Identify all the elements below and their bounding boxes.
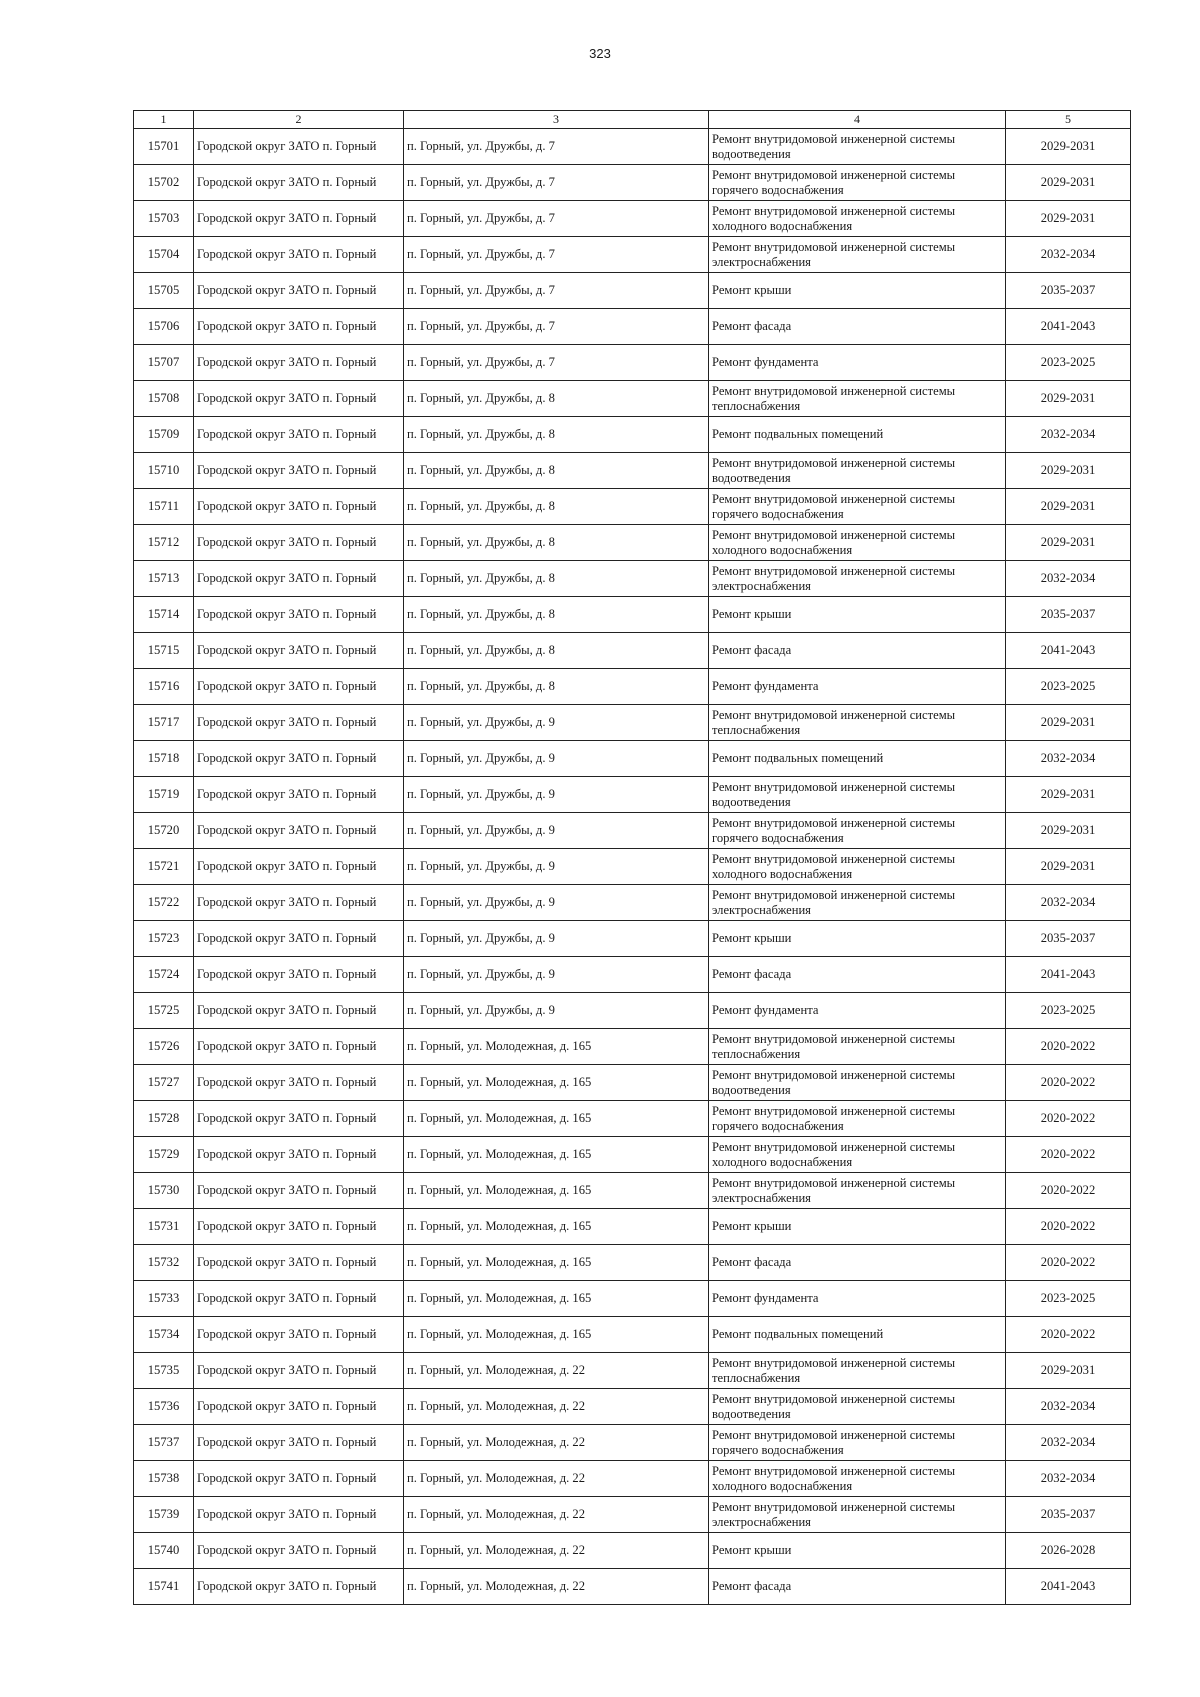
address-cell: п. Горный, ул. Молодежная, д. 165: [404, 1137, 709, 1173]
row-number-cell: 15708: [134, 381, 194, 417]
row-number-cell: 15729: [134, 1137, 194, 1173]
row-number-cell: 15702: [134, 165, 194, 201]
address-cell: п. Горный, ул. Дружбы, д. 9: [404, 957, 709, 993]
table-row: [134, 1173, 1131, 1209]
table-row: [134, 1029, 1131, 1065]
address-cell: п. Горный, ул. Молодежная, д. 22: [404, 1497, 709, 1533]
period-cell: 2029-2031: [1006, 165, 1131, 201]
table-row: [134, 165, 1131, 201]
address-cell: п. Горный, ул. Дружбы, д. 8: [404, 561, 709, 597]
period-cell: 2023-2025: [1006, 993, 1131, 1029]
address-cell: п. Горный, ул. Дружбы, д. 9: [404, 921, 709, 957]
period-cell: 2020-2022: [1006, 1137, 1131, 1173]
municipality-cell: Городской округ ЗАТО п. Горный: [194, 1101, 404, 1137]
table-row: [134, 237, 1131, 273]
row-number-cell: 15738: [134, 1461, 194, 1497]
period-cell: 2023-2025: [1006, 1281, 1131, 1317]
municipality-cell: Городской округ ЗАТО п. Горный: [194, 165, 404, 201]
row-number-cell: 15710: [134, 453, 194, 489]
row-number-cell: 15723: [134, 921, 194, 957]
address-cell: п. Горный, ул. Молодежная, д. 22: [404, 1425, 709, 1461]
work-type-cell: Ремонт внутридомовой инженерной системы холодного водоснабжения: [709, 201, 1006, 237]
period-cell: 2023-2025: [1006, 345, 1131, 381]
municipality-cell: Городской округ ЗАТО п. Горный: [194, 705, 404, 741]
municipality-cell: Городской округ ЗАТО п. Горный: [194, 345, 404, 381]
municipality-cell: Городской округ ЗАТО п. Горный: [194, 993, 404, 1029]
row-number-cell: 15705: [134, 273, 194, 309]
row-number-cell: 15734: [134, 1317, 194, 1353]
municipality-cell: Городской округ ЗАТО п. Горный: [194, 885, 404, 921]
work-type-cell: Ремонт крыши: [709, 921, 1006, 957]
work-type-cell: Ремонт фундамента: [709, 993, 1006, 1029]
work-type-cell: Ремонт подвальных помещений: [709, 741, 1006, 777]
address-cell: п. Горный, ул. Дружбы, д. 7: [404, 201, 709, 237]
work-type-cell: Ремонт подвальных помещений: [709, 1317, 1006, 1353]
address-cell: п. Горный, ул. Молодежная, д. 165: [404, 1281, 709, 1317]
address-cell: п. Горный, ул. Дружбы, д. 8: [404, 453, 709, 489]
work-type-cell: Ремонт крыши: [709, 1533, 1006, 1569]
row-number-cell: 15732: [134, 1245, 194, 1281]
table-row: [134, 417, 1131, 453]
address-cell: п. Горный, ул. Дружбы, д. 9: [404, 813, 709, 849]
address-cell: п. Горный, ул. Молодежная, д. 165: [404, 1173, 709, 1209]
municipality-cell: Городской округ ЗАТО п. Горный: [194, 273, 404, 309]
address-cell: п. Горный, ул. Дружбы, д. 9: [404, 849, 709, 885]
table-row: [134, 129, 1131, 165]
table-row: [134, 705, 1131, 741]
period-cell: 2032-2034: [1006, 885, 1131, 921]
row-number-cell: 15731: [134, 1209, 194, 1245]
table-row: [134, 849, 1131, 885]
municipality-cell: Городской округ ЗАТО п. Горный: [194, 921, 404, 957]
table-body: [134, 129, 1131, 1605]
municipality-cell: Городской округ ЗАТО п. Горный: [194, 777, 404, 813]
municipality-cell: Городской округ ЗАТО п. Горный: [194, 1389, 404, 1425]
work-type-cell: Ремонт внутридомовой инженерной системы теплоснабжения: [709, 1353, 1006, 1389]
table-row: [134, 201, 1131, 237]
row-number-cell: 15703: [134, 201, 194, 237]
address-cell: п. Горный, ул. Дружбы, д. 8: [404, 381, 709, 417]
period-cell: 2032-2034: [1006, 741, 1131, 777]
table-row: [134, 1101, 1131, 1137]
row-number-cell: 15728: [134, 1101, 194, 1137]
row-number-cell: 15721: [134, 849, 194, 885]
work-type-cell: Ремонт внутридомовой инженерной системы горячего водоснабжения: [709, 1101, 1006, 1137]
table-row: [134, 1065, 1131, 1101]
period-cell: 2026-2028: [1006, 1533, 1131, 1569]
work-type-cell: Ремонт фундамента: [709, 345, 1006, 381]
row-number-cell: 15715: [134, 633, 194, 669]
municipality-cell: Городской округ ЗАТО п. Горный: [194, 1533, 404, 1569]
period-cell: 2029-2031: [1006, 201, 1131, 237]
municipality-cell: Городской округ ЗАТО п. Горный: [194, 1137, 404, 1173]
row-number-cell: 15736: [134, 1389, 194, 1425]
row-number-cell: 15718: [134, 741, 194, 777]
address-cell: п. Горный, ул. Дружбы, д. 7: [404, 309, 709, 345]
municipality-cell: Городской округ ЗАТО п. Горный: [194, 597, 404, 633]
row-number-cell: 15727: [134, 1065, 194, 1101]
period-cell: 2029-2031: [1006, 1353, 1131, 1389]
municipality-cell: Городской округ ЗАТО п. Горный: [194, 561, 404, 597]
work-type-cell: Ремонт внутридомовой инженерной системы электроснабжения: [709, 885, 1006, 921]
table-row: [134, 741, 1131, 777]
work-type-cell: Ремонт внутридомовой инженерной системы водоотведения: [709, 129, 1006, 165]
table-row: [134, 453, 1131, 489]
municipality-cell: Городской округ ЗАТО п. Горный: [194, 1497, 404, 1533]
address-cell: п. Горный, ул. Дружбы, д. 9: [404, 777, 709, 813]
work-type-cell: Ремонт фасада: [709, 1245, 1006, 1281]
table-row: [134, 597, 1131, 633]
municipality-cell: Городской округ ЗАТО п. Горный: [194, 741, 404, 777]
row-number-cell: 15707: [134, 345, 194, 381]
work-type-cell: Ремонт внутридомовой инженерной системы теплоснабжения: [709, 1029, 1006, 1065]
row-number-cell: 15701: [134, 129, 194, 165]
address-cell: п. Горный, ул. Молодежная, д. 22: [404, 1353, 709, 1389]
period-cell: 2029-2031: [1006, 813, 1131, 849]
address-cell: п. Горный, ул. Молодежная, д. 22: [404, 1461, 709, 1497]
municipality-cell: Городской округ ЗАТО п. Горный: [194, 813, 404, 849]
period-cell: 2020-2022: [1006, 1101, 1131, 1137]
table-row: [134, 1569, 1131, 1605]
table-row: [134, 1497, 1131, 1533]
work-type-cell: Ремонт внутридомовой инженерной системы горячего водоснабжения: [709, 165, 1006, 201]
table-row: [134, 777, 1131, 813]
municipality-cell: Городской округ ЗАТО п. Горный: [194, 1317, 404, 1353]
work-type-cell: Ремонт внутридомовой инженерной системы теплоснабжения: [709, 381, 1006, 417]
address-cell: п. Горный, ул. Дружбы, д. 8: [404, 417, 709, 453]
work-type-cell: Ремонт внутридомовой инженерной системы электроснабжения: [709, 1173, 1006, 1209]
municipality-cell: Городской округ ЗАТО п. Горный: [194, 1245, 404, 1281]
municipality-cell: Городской округ ЗАТО п. Горный: [194, 633, 404, 669]
municipality-cell: Городской округ ЗАТО п. Горный: [194, 201, 404, 237]
period-cell: 2029-2031: [1006, 705, 1131, 741]
municipality-cell: Городской округ ЗАТО п. Горный: [194, 849, 404, 885]
address-cell: п. Горный, ул. Молодежная, д. 165: [404, 1317, 709, 1353]
work-type-cell: Ремонт внутридомовой инженерной системы холодного водоснабжения: [709, 1137, 1006, 1173]
work-type-cell: Ремонт крыши: [709, 273, 1006, 309]
period-cell: 2041-2043: [1006, 309, 1131, 345]
municipality-cell: Городской округ ЗАТО п. Горный: [194, 957, 404, 993]
period-cell: 2020-2022: [1006, 1209, 1131, 1245]
work-type-cell: Ремонт внутридомовой инженерной системы водоотведения: [709, 777, 1006, 813]
address-cell: п. Горный, ул. Дружбы, д. 7: [404, 345, 709, 381]
period-cell: 2032-2034: [1006, 417, 1131, 453]
column-number-row: [134, 111, 1131, 129]
address-cell: п. Горный, ул. Молодежная, д. 165: [404, 1209, 709, 1245]
address-cell: п. Горный, ул. Молодежная, д. 22: [404, 1569, 709, 1605]
column-header-5: 5: [1006, 111, 1131, 129]
table-row: [134, 633, 1131, 669]
period-cell: 2029-2031: [1006, 453, 1131, 489]
address-cell: п. Горный, ул. Дружбы, д. 8: [404, 669, 709, 705]
work-type-cell: Ремонт фасада: [709, 1569, 1006, 1605]
municipality-cell: Городской округ ЗАТО п. Горный: [194, 453, 404, 489]
row-number-cell: 15720: [134, 813, 194, 849]
table-row: [134, 1281, 1131, 1317]
table-row: [134, 813, 1131, 849]
page-number: 323: [589, 46, 611, 61]
table-row: [134, 1209, 1131, 1245]
period-cell: 2023-2025: [1006, 669, 1131, 705]
period-cell: 2029-2031: [1006, 381, 1131, 417]
municipality-cell: Городской округ ЗАТО п. Горный: [194, 309, 404, 345]
work-type-cell: Ремонт внутридомовой инженерной системы горячего водоснабжения: [709, 489, 1006, 525]
row-number-cell: 15717: [134, 705, 194, 741]
period-cell: 2035-2037: [1006, 921, 1131, 957]
work-type-cell: Ремонт фасада: [709, 309, 1006, 345]
column-header-4: 4: [709, 111, 1006, 129]
municipality-cell: Городской округ ЗАТО п. Горный: [194, 1281, 404, 1317]
row-number-cell: 15719: [134, 777, 194, 813]
work-type-cell: Ремонт внутридомовой инженерной системы горячего водоснабжения: [709, 1425, 1006, 1461]
row-number-cell: 15713: [134, 561, 194, 597]
table-row: [134, 993, 1131, 1029]
period-cell: 2020-2022: [1006, 1245, 1131, 1281]
period-cell: 2032-2034: [1006, 1461, 1131, 1497]
table-row: [134, 273, 1131, 309]
table-row: [134, 489, 1131, 525]
municipality-cell: Городской округ ЗАТО п. Горный: [194, 129, 404, 165]
address-cell: п. Горный, ул. Молодежная, д. 165: [404, 1065, 709, 1101]
row-number-cell: 15730: [134, 1173, 194, 1209]
repair-schedule-table: [133, 110, 1131, 1605]
address-cell: п. Горный, ул. Дружбы, д. 9: [404, 885, 709, 921]
address-cell: п. Горный, ул. Дружбы, д. 8: [404, 597, 709, 633]
table-header: [134, 111, 1131, 129]
period-cell: 2029-2031: [1006, 525, 1131, 561]
municipality-cell: Городской округ ЗАТО п. Горный: [194, 381, 404, 417]
address-cell: п. Горный, ул. Дружбы, д. 7: [404, 129, 709, 165]
row-number-cell: 15740: [134, 1533, 194, 1569]
table-row: [134, 1461, 1131, 1497]
row-number-cell: 15725: [134, 993, 194, 1029]
work-type-cell: Ремонт внутридомовой инженерной системы холодного водоснабжения: [709, 1461, 1006, 1497]
period-cell: 2041-2043: [1006, 633, 1131, 669]
period-cell: 2020-2022: [1006, 1029, 1131, 1065]
table-row: [134, 1533, 1131, 1569]
period-cell: 2032-2034: [1006, 561, 1131, 597]
municipality-cell: Городской округ ЗАТО п. Горный: [194, 1425, 404, 1461]
municipality-cell: Городской округ ЗАТО п. Горный: [194, 1029, 404, 1065]
table-row: [134, 345, 1131, 381]
table-row: [134, 1137, 1131, 1173]
municipality-cell: Городской округ ЗАТО п. Горный: [194, 1173, 404, 1209]
row-number-cell: 15714: [134, 597, 194, 633]
table-row: [134, 309, 1131, 345]
address-cell: п. Горный, ул. Молодежная, д. 165: [404, 1245, 709, 1281]
row-number-cell: 15704: [134, 237, 194, 273]
table-row: [134, 1353, 1131, 1389]
address-cell: п. Горный, ул. Дружбы, д. 7: [404, 237, 709, 273]
work-type-cell: Ремонт внутридомовой инженерной системы холодного водоснабжения: [709, 525, 1006, 561]
table-row: [134, 381, 1131, 417]
period-cell: 2035-2037: [1006, 597, 1131, 633]
period-cell: 2029-2031: [1006, 849, 1131, 885]
row-number-cell: 15737: [134, 1425, 194, 1461]
address-cell: п. Горный, ул. Молодежная, д. 165: [404, 1029, 709, 1065]
address-cell: п. Горный, ул. Дружбы, д. 8: [404, 633, 709, 669]
column-header-3: 3: [404, 111, 709, 129]
address-cell: п. Горный, ул. Молодежная, д. 165: [404, 1101, 709, 1137]
column-header-2: 2: [194, 111, 404, 129]
period-cell: 2020-2022: [1006, 1173, 1131, 1209]
municipality-cell: Городской округ ЗАТО п. Горный: [194, 1353, 404, 1389]
municipality-cell: Городской округ ЗАТО п. Горный: [194, 1569, 404, 1605]
table-row: [134, 669, 1131, 705]
work-type-cell: Ремонт внутридомовой инженерной системы водоотведения: [709, 1389, 1006, 1425]
period-cell: 2032-2034: [1006, 237, 1131, 273]
work-type-cell: Ремонт фасада: [709, 633, 1006, 669]
row-number-cell: 15726: [134, 1029, 194, 1065]
work-type-cell: Ремонт внутридомовой инженерной системы водоотведения: [709, 1065, 1006, 1101]
work-type-cell: Ремонт внутридомовой инженерной системы водоотведения: [709, 453, 1006, 489]
row-number-cell: 15724: [134, 957, 194, 993]
municipality-cell: Городской округ ЗАТО п. Горный: [194, 417, 404, 453]
address-cell: п. Горный, ул. Дружбы, д. 8: [404, 489, 709, 525]
address-cell: п. Горный, ул. Дружбы, д. 7: [404, 273, 709, 309]
work-type-cell: Ремонт крыши: [709, 1209, 1006, 1245]
table-row: [134, 1389, 1131, 1425]
row-number-cell: 15716: [134, 669, 194, 705]
municipality-cell: Городской округ ЗАТО п. Горный: [194, 237, 404, 273]
work-type-cell: Ремонт фасада: [709, 957, 1006, 993]
work-type-cell: Ремонт внутридомовой инженерной системы горячего водоснабжения: [709, 813, 1006, 849]
work-type-cell: Ремонт внутридомовой инженерной системы холодного водоснабжения: [709, 849, 1006, 885]
work-type-cell: Ремонт фундамента: [709, 1281, 1006, 1317]
work-type-cell: Ремонт внутридомовой инженерной системы электроснабжения: [709, 237, 1006, 273]
table-row: [134, 1317, 1131, 1353]
municipality-cell: Городской округ ЗАТО п. Горный: [194, 1065, 404, 1101]
work-type-cell: Ремонт подвальных помещений: [709, 417, 1006, 453]
table-row: [134, 525, 1131, 561]
period-cell: 2035-2037: [1006, 1497, 1131, 1533]
address-cell: п. Горный, ул. Молодежная, д. 22: [404, 1533, 709, 1569]
period-cell: 2041-2043: [1006, 957, 1131, 993]
municipality-cell: Городской округ ЗАТО п. Горный: [194, 525, 404, 561]
work-type-cell: Ремонт внутридомовой инженерной системы электроснабжения: [709, 561, 1006, 597]
row-number-cell: 15706: [134, 309, 194, 345]
period-cell: 2035-2037: [1006, 273, 1131, 309]
period-cell: 2020-2022: [1006, 1065, 1131, 1101]
address-cell: п. Горный, ул. Молодежная, д. 22: [404, 1389, 709, 1425]
address-cell: п. Горный, ул. Дружбы, д. 9: [404, 705, 709, 741]
work-type-cell: Ремонт фундамента: [709, 669, 1006, 705]
municipality-cell: Городской округ ЗАТО п. Горный: [194, 669, 404, 705]
table-row: [134, 957, 1131, 993]
table-row: [134, 921, 1131, 957]
period-cell: 2029-2031: [1006, 129, 1131, 165]
municipality-cell: Городской округ ЗАТО п. Горный: [194, 1209, 404, 1245]
address-cell: п. Горный, ул. Дружбы, д. 8: [404, 525, 709, 561]
row-number-cell: 15741: [134, 1569, 194, 1605]
period-cell: 2020-2022: [1006, 1317, 1131, 1353]
row-number-cell: 15711: [134, 489, 194, 525]
row-number-cell: 15709: [134, 417, 194, 453]
address-cell: п. Горный, ул. Дружбы, д. 9: [404, 741, 709, 777]
work-type-cell: Ремонт внутридомовой инженерной системы теплоснабжения: [709, 705, 1006, 741]
work-type-cell: Ремонт крыши: [709, 597, 1006, 633]
period-cell: 2029-2031: [1006, 777, 1131, 813]
address-cell: п. Горный, ул. Дружбы, д. 7: [404, 165, 709, 201]
period-cell: 2032-2034: [1006, 1389, 1131, 1425]
municipality-cell: Городской округ ЗАТО п. Горный: [194, 489, 404, 525]
table-row: [134, 885, 1131, 921]
column-header-1: 1: [134, 111, 194, 129]
table-row: [134, 1245, 1131, 1281]
row-number-cell: 15712: [134, 525, 194, 561]
row-number-cell: 15722: [134, 885, 194, 921]
period-cell: 2032-2034: [1006, 1425, 1131, 1461]
row-number-cell: 15733: [134, 1281, 194, 1317]
work-type-cell: Ремонт внутридомовой инженерной системы электроснабжения: [709, 1497, 1006, 1533]
address-cell: п. Горный, ул. Дружбы, д. 9: [404, 993, 709, 1029]
row-number-cell: 15735: [134, 1353, 194, 1389]
row-number-cell: 15739: [134, 1497, 194, 1533]
table-row: [134, 1425, 1131, 1461]
municipality-cell: Городской округ ЗАТО п. Горный: [194, 1461, 404, 1497]
table-row: [134, 561, 1131, 597]
period-cell: 2029-2031: [1006, 489, 1131, 525]
period-cell: 2041-2043: [1006, 1569, 1131, 1605]
